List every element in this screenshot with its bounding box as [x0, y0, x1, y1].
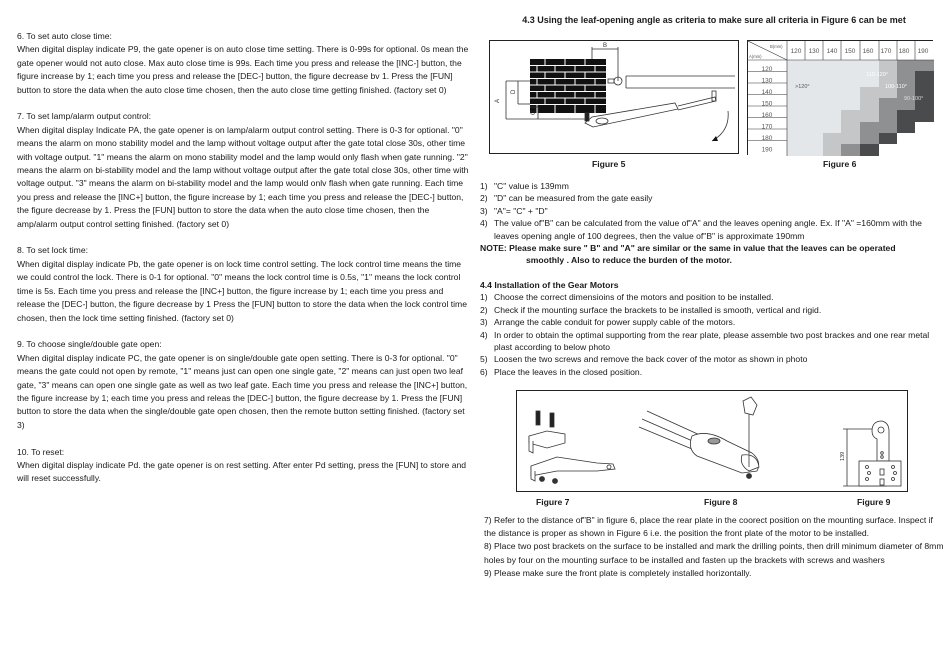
- svg-text:B(mm): B(mm): [770, 44, 783, 49]
- section-auto-close: [17, 30, 472, 97]
- label-b: B: [603, 43, 608, 49]
- zone-label-110-120: 110-120°: [866, 72, 888, 78]
- figure-7-caption: Figure 7: [536, 497, 570, 507]
- list-item: 4) In order to obtain the optimal supporting from the rear plate, please assemble two post brackes and one rear metal plast according to below photo: [480, 329, 930, 353]
- figure-5-diagram: [489, 40, 739, 154]
- left-column: [17, 30, 472, 499]
- dimension-139: 139: [840, 451, 846, 461]
- list-4-3: [480, 180, 948, 267]
- list-item: 1) Choose the correct dimensioins of the motors and position to be installed.: [480, 292, 774, 303]
- section-body: When digital display indicate Pb, the gate opener is on lock time control setting. The lock control time means the time we could control the lock. There is 0-1 for optional. "0" means the lock control time is 0.5s, "1" means the lock control time is 5s. Each time you press and release the [INC+] button, the figure increase by 1; each time you press and release the [DEC-] button, the figure decrease by 1 Press the [FUN] button to store the data when the lock control time chosen, then the lock time setting finished. (factory set 0): [17, 258, 467, 323]
- figure-8-caption: Figure 8: [704, 497, 738, 507]
- svg-text:150: 150: [844, 48, 856, 55]
- svg-text:170: 170: [761, 123, 773, 131]
- label-a: A: [495, 98, 501, 103]
- figures-7-8-9: [516, 390, 908, 492]
- list-item: 3) Arrange the cable conduit for power supply cable of the motors.: [480, 317, 736, 328]
- svg-text:150: 150: [761, 100, 773, 108]
- section-title: 9. To choose single/double gate open:: [17, 339, 162, 350]
- motor-cover-icon: [639, 397, 759, 479]
- install-step: 8) Place two post brackets on the surface to be installed and mark the drilling points, then drill minimum diameter of 8mm holes by four on the mounting surface to be installed and fasten up the brackets with screws and washers: [484, 541, 944, 565]
- section-lamp-alarm: [17, 110, 472, 231]
- svg-text:A(mm): A(mm): [749, 54, 762, 59]
- section-body: When digital display Indicate PA, the gate opener is on lamp/alarm output control setting. There is 0-3 for optional. "0" means the alarm on mono stability model and the lamp without voltage output after the gate total close 30s, other time with voltage output. "1" means the alarm on mono stability model and the lamp would only flash when gate running. "2" means the alarm on bi-stability model and the lamp without voltage output after the gate total close 30s, other time with voltage output. "3" means the alarm on bi-stability model and the lamp would onlv flash when gate running. Each time you press and release the [INC+] button, the figure increase by 1; each time you press and release the [DEC-] button, the figure decrease by 1. Press the [FUN] button to store the data when the auto close time chosen, then the amp/alarm output control setting finished. (factory set 0): [17, 124, 469, 229]
- svg-text:190: 190: [761, 146, 773, 154]
- rear-plate-icon: [843, 421, 901, 486]
- section-title: 6. To set auto close time:: [17, 31, 112, 41]
- section-single-double-gate: [17, 338, 472, 432]
- list-item: 5) Loosen the two screws and remove the back cover of the motor as shown in photo: [480, 354, 808, 365]
- section-lock-time: [17, 244, 472, 324]
- section-title: 7. To set lamp/alarm output control:: [17, 111, 152, 122]
- zone-label-90-100: 90-100°: [904, 96, 924, 102]
- brick-wall-icon: [530, 59, 606, 113]
- svg-text:140: 140: [761, 89, 773, 96]
- section-title: 10. To reset:: [17, 446, 65, 457]
- svg-text:140: 140: [826, 48, 838, 55]
- svg-text:120: 120: [761, 66, 773, 73]
- figure-6-caption: Figure 6: [823, 159, 857, 169]
- section-body: When digital display indicate Pd. the gate opener is on rest setting. After enter Pd setting, press the [FUN] to store and will reset successfully.: [17, 459, 467, 484]
- gate-opener-installation-diagram: [490, 41, 738, 153]
- svg-text:130: 130: [761, 77, 773, 85]
- heading-4-4: 4.4 Installation of the Gear Motors: [480, 280, 619, 290]
- list-item: 2) "D" can be measured from the gate easily: [480, 193, 653, 204]
- svg-text:170: 170: [880, 48, 892, 55]
- svg-text:160: 160: [862, 48, 874, 55]
- figure-5-caption: Figure 5: [592, 159, 626, 169]
- section-body: When digital display indicate P9, the gate opener is on auto close time setting. There is 0-99s for optional. 0s mean the gate opener would not auto close. Max auto close time is 99s. Each time you press and release the [INC-] button, the figure increase by 1; each time you press and release the [DEC-] button, the figure decrease bv 1. Press the [FUN] button to store the data when the auto close time chosen, then the auto close time getting finished. (factory set 0): [17, 44, 469, 95]
- svg-text:180: 180: [898, 48, 910, 55]
- install-steps: [484, 514, 944, 580]
- list-item: 3) "A"= "C" + "D": [480, 205, 548, 216]
- angle-table-grid: [748, 41, 934, 156]
- heading-4-3: 4.3 Using the leaf-opening angle as criteria to make sure all criteria in Figure 6 can be met: [522, 15, 906, 25]
- svg-text:160: 160: [761, 112, 773, 119]
- svg-text:130: 130: [808, 48, 820, 55]
- svg-text:190: 190: [917, 48, 929, 55]
- install-step: 7) Refer to the distance of"B" in figure 6, place the rear plate in the coorect position on the mounting surface. Inspect if the distance is proper as shown in Figure 6 i.e. the position the front plate of the motor to be installed.: [484, 515, 933, 539]
- install-step: 9) Please make sure the front plate is completely installed horizontally.: [484, 567, 752, 578]
- list-item: 2) Check if the mounting surface the brackets to be installed is smooth, vertical and rigid.: [480, 304, 822, 315]
- list-item: 6) Place the leaves in the closed position.: [480, 366, 643, 377]
- zone-label-100-110: 100-110°: [885, 84, 907, 90]
- figure-9-caption: Figure 9: [857, 497, 891, 507]
- list-item: 4) The value of"B" can be calculated from the value of"A" and the leaves opening angle. Ex. If "A" =160mm with the leaves opening angle of 100 degrees, then the value of"B" is approximate 190mm: [480, 218, 922, 241]
- list-4-4: [480, 279, 948, 378]
- svg-text:180: 180: [761, 135, 773, 142]
- section-title: 8. To set lock time:: [17, 245, 89, 256]
- section-reset: [17, 446, 472, 486]
- note: NOTE: Please make sure " B" and "A" are similar or the same in value that the leaves can be operated smoothly . Also to reduce the burden of the motor.: [480, 243, 896, 266]
- bracket-assembly-icon: [529, 411, 615, 484]
- section-body: When digital display indicate PC, the gate opener is on single/double gate open setting. There is 0-3 for optional. "0" means the gate could not open by remote, "1" means just can open one single gate, "2" means can just open two leaf gate, "3" means can open one single gate as well as two leaf gate. Each time you press and release the [INC+] button, the figure increase by 1; each time you press and releas the [DEC-] button, the figure decrease by 1. Press the [FUN] button to store the data when the single/double gate open chosen, then the remote button setting finished. (factory set 3): [17, 352, 468, 430]
- label-d: D: [511, 89, 517, 94]
- label-c: C: [531, 110, 537, 115]
- list-item: 1) "C" value is 139mm: [480, 181, 569, 191]
- svg-text:120: 120: [790, 48, 802, 55]
- figure-6-angle-table: [747, 40, 933, 155]
- zone-label-gt120: >120°: [795, 84, 810, 90]
